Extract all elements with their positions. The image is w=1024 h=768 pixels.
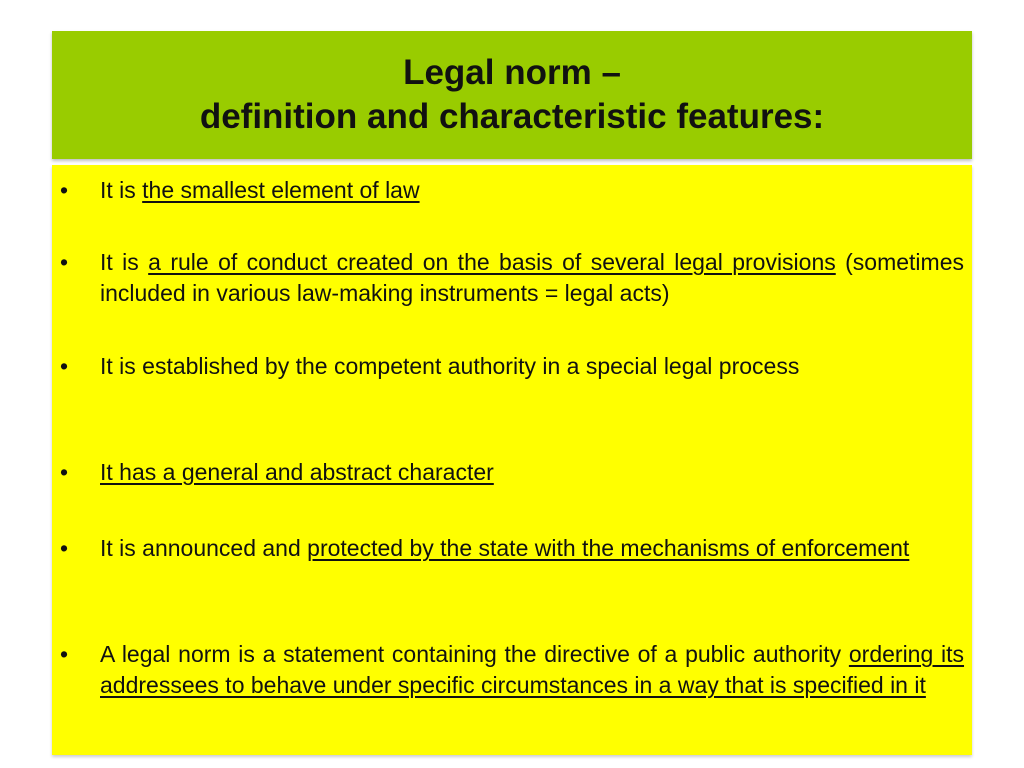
title-line-2: definition and characteristic features: [199, 97, 825, 136]
bullet-item [60, 457, 964, 488]
bullet-dot: • [60, 177, 69, 203]
bullet-text-plain: It is announced and [100, 535, 308, 561]
bullet-dot: • [60, 641, 69, 667]
bullet-text-plain: It is established by the competent authority in a special legal process [100, 353, 800, 379]
bullet-text-plain: A legal norm is a statement containing the directive of a public authority [100, 641, 849, 667]
content-box [52, 165, 972, 755]
bullet-text-plain: It is [100, 177, 143, 203]
bullet-text-underlined: protected by the state with the mechanisms of enforcement [307, 535, 910, 561]
bullet-dot: • [60, 249, 69, 275]
bullet-item [60, 175, 964, 206]
title-line-1: Legal norm – [403, 53, 621, 92]
bullet-text-underlined: a rule of conduct created on the basis of several legal provisions [148, 249, 836, 275]
bullet-dot: • [60, 535, 69, 561]
bullet-dot: • [60, 459, 69, 485]
bullet-item [60, 639, 965, 701]
bullet-text-underlined: the smallest element of law [142, 177, 420, 203]
bullet-text-underlined: ordering its addressees to behave under specific circumstances in a way that is specified in it [100, 641, 965, 698]
bullet-item [60, 533, 964, 564]
bullet-text-plain: It is [100, 249, 149, 275]
title-box [52, 31, 972, 159]
bullet-item [60, 351, 964, 382]
bullet-item [60, 247, 964, 309]
bullet-text-underlined: It has a general and abstract character [100, 459, 494, 485]
bullet-dot: • [60, 353, 69, 379]
bullet-text-plain: (sometimes included in various law-making instruments = legal acts) [100, 249, 964, 306]
